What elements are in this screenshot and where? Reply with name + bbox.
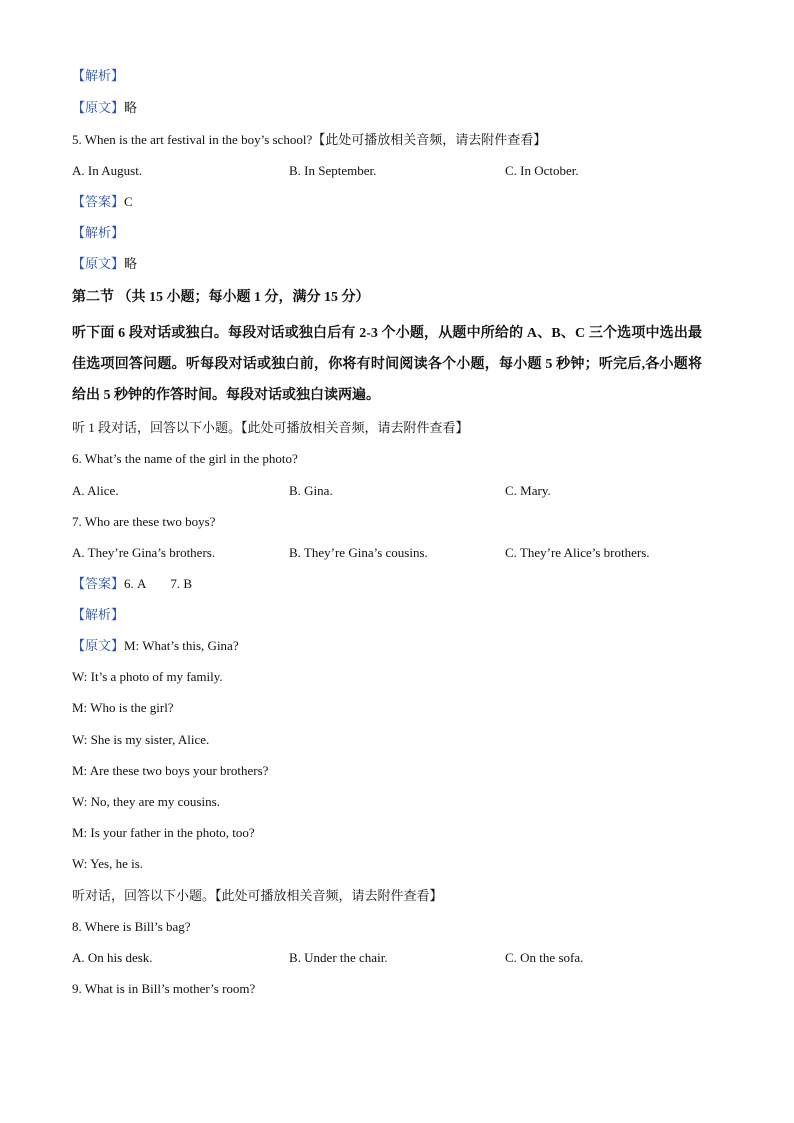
q7-question: 7. Who are these two boys? [72, 514, 216, 529]
analysis-label: 【解析】 [72, 68, 125, 83]
q7-option-b: B. They’re Gina’s cousins. [289, 545, 428, 560]
q7-option-c: C. They’re Alice’s brothers. [505, 545, 650, 560]
q5-question: 5. When is the art festival in the boy’s school?【此处可播放相关音频，请去附件查看】 [72, 132, 547, 147]
answer-label: 【答案】 [72, 194, 125, 209]
dialog2-intro: 听对话，回答以下小题。【此处可播放相关音频，请去附件查看】 [72, 888, 443, 903]
q9-question: 9. What is in Bill’s mother’s room? [72, 981, 256, 996]
q5-answer-line [72, 194, 133, 210]
q5-answer: C [124, 194, 133, 209]
q5-option-a: A. In August. [72, 163, 143, 178]
transcript-line: M: Is your father in the photo, too? [72, 825, 255, 840]
original-label: 【原文】 [72, 638, 125, 653]
transcript-line: W: She is my sister, Alice. [72, 732, 210, 747]
original-text-line [72, 100, 137, 116]
q7-answer: 7. B [170, 576, 193, 591]
q6-answer: 6. A [124, 576, 147, 591]
q8-option-a: A. On his desk. [72, 950, 153, 965]
analysis-label: 【解析】 [72, 225, 125, 240]
analysis-tag [72, 225, 124, 241]
omitted-text: 略 [124, 256, 138, 271]
q5-option-b: B. In September. [289, 163, 377, 178]
transcript-line: W: Yes, he is. [72, 856, 144, 871]
dialog1-answer-line [72, 576, 192, 592]
q5-option-c: C. In October. [505, 163, 579, 178]
q6-option-b: B. Gina. [289, 483, 333, 498]
transcript-line: M: Are these two boys your brothers? [72, 763, 269, 778]
q6-question: 6. What’s the name of the girl in the photo? [72, 451, 298, 466]
section-instructions: 听下面 6 段对话或独白。每段对话或独白后有 2-3 个小题，从题中所给的 A、B、C 三个选项中选出最佳选项回答问题。听每段对话或独白前，你将有时间阅读各个小题，每小题 5 秒钟；听完后,各小题将给出 5 秒钟的作答时间。每段对话或独白读两遍。 [72, 326, 702, 403]
original-label: 【原文】 [72, 100, 125, 115]
q6-option-a: A. Alice. [72, 483, 119, 498]
q8-option-c: C. On the sofa. [505, 950, 584, 965]
transcript-line: W: No, they are my cousins. [72, 794, 220, 809]
q8-option-b: B. Under the chair. [289, 950, 388, 965]
analysis-label: 【解析】 [72, 607, 125, 622]
transcript-line: M: Who is the girl? [72, 700, 174, 715]
dialog1-intro: 听 1 段对话，回答以下小题。【此处可播放相关音频，请去附件查看】 [72, 420, 469, 435]
transcript-line [72, 638, 239, 654]
q6-option-c: C. Mary. [505, 483, 551, 498]
analysis-tag [72, 607, 124, 623]
transcript-text: M: What’s this, Gina? [124, 638, 239, 653]
omitted-text: 略 [124, 100, 138, 115]
answer-label: 【答案】 [72, 576, 125, 591]
original-text-line [72, 256, 137, 272]
transcript-line: W: It’s a photo of my family. [72, 669, 223, 684]
q7-option-a: A. They’re Gina’s brothers. [72, 545, 216, 560]
analysis-tag [72, 68, 124, 84]
original-label: 【原文】 [72, 256, 125, 271]
section-heading: 第二节 （共 15 小题；每小题 1 分，满分 15 分） [72, 290, 370, 305]
q8-question: 8. Where is Bill’s bag? [72, 919, 191, 934]
